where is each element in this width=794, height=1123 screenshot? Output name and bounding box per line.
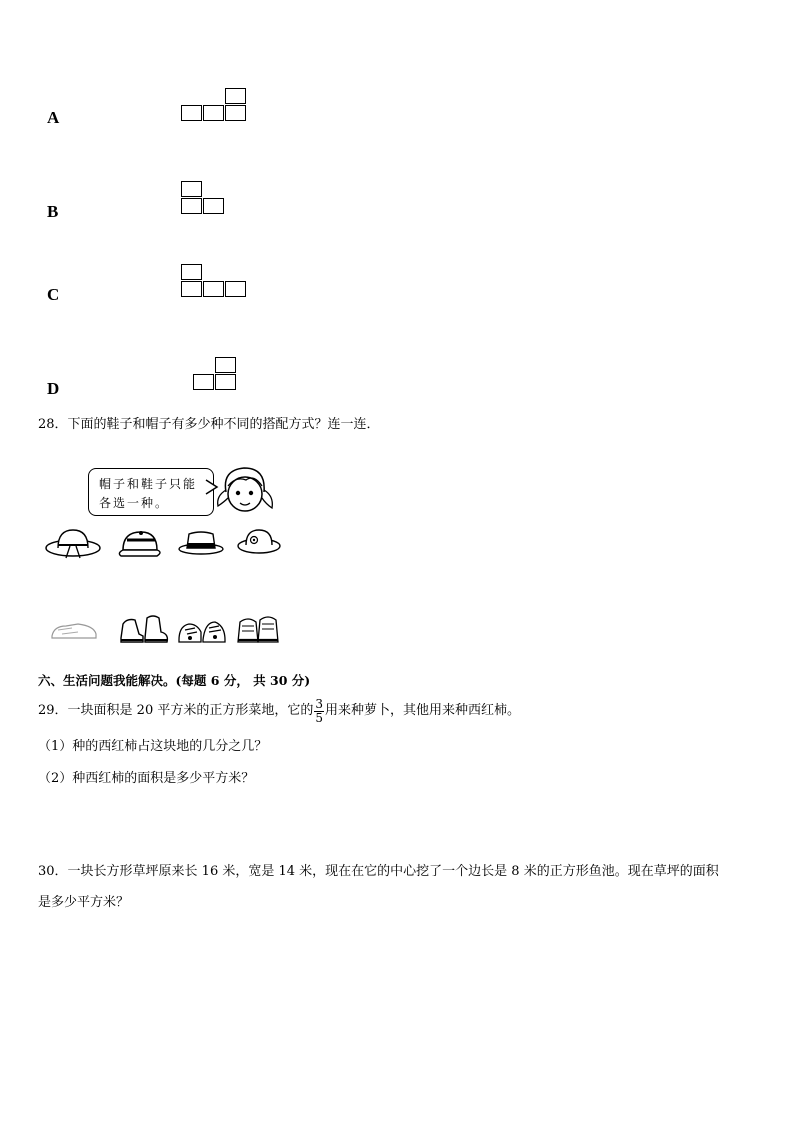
slipper-shoe-icon (48, 616, 100, 644)
square-cell (193, 374, 214, 390)
square-cell (215, 357, 236, 373)
square-cell (225, 88, 246, 104)
square-cell (181, 281, 202, 297)
square-cell (203, 281, 224, 297)
question-28-text: 28．下面的鞋子和帽子有多少种不同的搭配方式？连一连． (38, 417, 380, 432)
square-cell (225, 105, 246, 121)
question-29-text-before: 29．一块面积是 20 平方米的正方形菜地，它的 (38, 703, 314, 718)
square-cell (203, 105, 224, 121)
baseball-cap-icon (117, 526, 165, 560)
square-cell (181, 105, 202, 121)
question-30-line-1: 30．一块长方形草坪原来长 16 米，宽是 14 米，现在在它的中心挖了一个边长是 8 米的正方形鱼池。现在草坪的面积 (38, 864, 719, 879)
fraction-numerator: 3 (315, 696, 323, 711)
girl-face-icon (212, 462, 278, 518)
speech-bubble (88, 468, 214, 516)
square-cell (181, 181, 202, 197)
fraction (314, 698, 324, 725)
option-letter-a: A (47, 108, 60, 127)
question-29-sub-1: （1）种的西红柿占这块地的几分之几？ (38, 739, 268, 754)
sneaker-icon (175, 612, 229, 646)
square-cell (203, 198, 224, 214)
square-cell (181, 198, 202, 214)
option-letter-b: B (47, 202, 59, 221)
option-letter-d: D (47, 379, 60, 398)
square-cell (181, 264, 202, 280)
wide-brim-hat-icon (44, 526, 102, 560)
square-cell (225, 281, 246, 297)
bubble-line-1: 帽子和鞋子只能 (99, 477, 198, 491)
bubble-line-2: 各选一种。 (99, 496, 170, 510)
question-29-sub-2: （2）种西红柿的面积是多少平方米？ (38, 771, 255, 786)
high-top-sneaker-icon (234, 612, 282, 646)
question-30-line-2: 是多少平方米？ (38, 895, 130, 910)
question-29-text (38, 692, 520, 730)
boot-icon (117, 612, 171, 646)
fedora-hat-icon (177, 528, 225, 558)
option-letter-c: C (47, 285, 60, 304)
section-6-title: 六、生活问题我能解决。(每题 6 分， 共 30 分) (38, 673, 311, 688)
square-cell (215, 374, 236, 390)
question-29-text-after: 用来种萝卜，其他用来种西红柿。 (325, 703, 521, 718)
fraction-denominator: 5 (315, 710, 323, 725)
flower-sun-hat-icon (236, 526, 282, 556)
